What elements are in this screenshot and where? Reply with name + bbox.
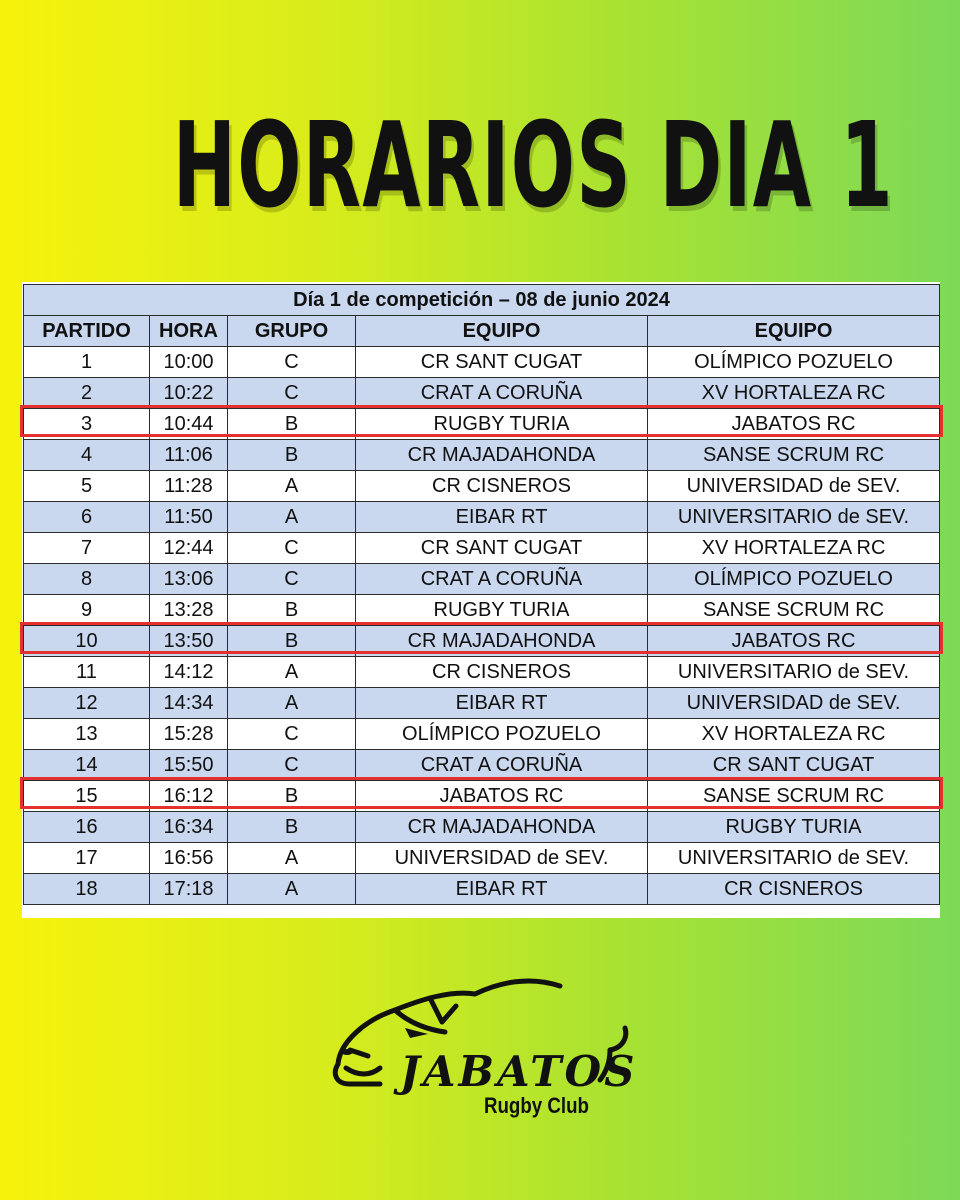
table-row xyxy=(24,440,940,471)
table-row xyxy=(24,657,940,688)
table-row xyxy=(24,409,940,440)
grupo-cell: B xyxy=(228,595,356,626)
partido-cell: 11 xyxy=(24,657,150,688)
grupo-cell: A xyxy=(228,657,356,688)
hora-cell: 10:22 xyxy=(150,378,228,409)
equipo-1-cell: UNIVERSIDAD de SEV. xyxy=(356,843,648,874)
schedule-sheet xyxy=(22,282,940,918)
equipo-1-cell: CR MAJADAHONDA xyxy=(356,440,648,471)
grupo-cell: C xyxy=(228,750,356,781)
equipo-2-cell: UNIVERSIDAD de SEV. xyxy=(648,688,940,719)
equipo-1-cell: CRAT A CORUÑA xyxy=(356,564,648,595)
header-hora: HORA xyxy=(150,316,228,347)
partido-cell: 17 xyxy=(24,843,150,874)
grupo-cell: C xyxy=(228,347,356,378)
equipo-1-cell: RUGBY TURIA xyxy=(356,409,648,440)
partido-cell: 8 xyxy=(24,564,150,595)
table-row xyxy=(24,378,940,409)
table-row xyxy=(24,781,940,812)
hora-cell: 11:06 xyxy=(150,440,228,471)
equipo-2-cell: JABATOS RC xyxy=(648,409,940,440)
grupo-cell: C xyxy=(228,564,356,595)
equipo-1-cell: OLÍMPICO POZUELO xyxy=(356,719,648,750)
partido-cell: 15 xyxy=(24,781,150,812)
partido-cell: 16 xyxy=(24,812,150,843)
partido-cell: 7 xyxy=(24,533,150,564)
hora-cell: 13:28 xyxy=(150,595,228,626)
equipo-2-cell: UNIVERSITARIO de SEV. xyxy=(648,843,940,874)
logo-name: JABATOS xyxy=(400,1047,638,1096)
grupo-cell: A xyxy=(228,874,356,905)
equipo-1-cell: CRAT A CORUÑA xyxy=(356,750,648,781)
hora-cell: 13:50 xyxy=(150,626,228,657)
partido-cell: 13 xyxy=(24,719,150,750)
equipo-2-cell: UNIVERSIDAD de SEV. xyxy=(648,471,940,502)
equipo-1-cell: CR SANT CUGAT xyxy=(356,347,648,378)
equipo-1-cell: RUGBY TURIA xyxy=(356,595,648,626)
partido-cell: 10 xyxy=(24,626,150,657)
hora-cell: 15:50 xyxy=(150,750,228,781)
equipo-2-cell: UNIVERSITARIO de SEV. xyxy=(648,657,940,688)
partido-cell: 9 xyxy=(24,595,150,626)
equipo-1-cell: CR CISNEROS xyxy=(356,471,648,502)
table-row xyxy=(24,347,940,378)
hora-cell: 13:06 xyxy=(150,564,228,595)
grupo-cell: C xyxy=(228,719,356,750)
equipo-2-cell: UNIVERSITARIO de SEV. xyxy=(648,502,940,533)
partido-cell: 2 xyxy=(24,378,150,409)
equipo-1-cell: CR MAJADAHONDA xyxy=(356,626,648,657)
hora-cell: 16:34 xyxy=(150,812,228,843)
partido-cell: 5 xyxy=(24,471,150,502)
hora-cell: 16:12 xyxy=(150,781,228,812)
equipo-2-cell: OLÍMPICO POZUELO xyxy=(648,347,940,378)
page-title: HORARIOS DIA 1 xyxy=(172,96,894,234)
table-caption: Día 1 de competición – 08 de junio 2024 xyxy=(24,285,940,316)
grupo-cell: B xyxy=(228,440,356,471)
table-row xyxy=(24,843,940,874)
equipo-1-cell: CR CISNEROS xyxy=(356,657,648,688)
partido-cell: 18 xyxy=(24,874,150,905)
table-row xyxy=(24,812,940,843)
equipo-1-cell: EIBAR RT xyxy=(356,502,648,533)
equipo-2-cell: SANSE SCRUM RC xyxy=(648,440,940,471)
table-row xyxy=(24,502,940,533)
header-partido: PARTIDO xyxy=(24,316,150,347)
logo-subtitle: Rugby Club xyxy=(484,1093,589,1118)
hora-cell: 11:28 xyxy=(150,471,228,502)
hora-cell: 12:44 xyxy=(150,533,228,564)
table-row xyxy=(24,874,940,905)
partido-cell: 6 xyxy=(24,502,150,533)
table-row xyxy=(24,471,940,502)
partido-cell: 3 xyxy=(24,409,150,440)
table-row xyxy=(24,564,940,595)
equipo-2-cell: CR SANT CUGAT xyxy=(648,750,940,781)
equipo-2-cell: SANSE SCRUM RC xyxy=(648,781,940,812)
grupo-cell: A xyxy=(228,471,356,502)
hora-cell: 14:34 xyxy=(150,688,228,719)
hora-cell: 16:56 xyxy=(150,843,228,874)
table-row xyxy=(24,626,940,657)
grupo-cell: C xyxy=(228,378,356,409)
partido-cell: 1 xyxy=(24,347,150,378)
equipo-1-cell: JABATOS RC xyxy=(356,781,648,812)
equipo-2-cell: RUGBY TURIA xyxy=(648,812,940,843)
hora-cell: 11:50 xyxy=(150,502,228,533)
equipo-2-cell: XV HORTALEZA RC xyxy=(648,719,940,750)
header-equipo-1: EQUIPO xyxy=(356,316,648,347)
hora-cell: 10:44 xyxy=(150,409,228,440)
equipo-2-cell: XV HORTALEZA RC xyxy=(648,378,940,409)
grupo-cell: C xyxy=(228,533,356,564)
table-row xyxy=(24,595,940,626)
equipo-1-cell: EIBAR RT xyxy=(356,874,648,905)
schedule-table xyxy=(23,284,940,905)
equipo-2-cell: SANSE SCRUM RC xyxy=(648,595,940,626)
partido-cell: 12 xyxy=(24,688,150,719)
hora-cell: 17:18 xyxy=(150,874,228,905)
equipo-2-cell: OLÍMPICO POZUELO xyxy=(648,564,940,595)
grupo-cell: B xyxy=(228,626,356,657)
table-row xyxy=(24,750,940,781)
equipo-2-cell: XV HORTALEZA RC xyxy=(648,533,940,564)
equipo-1-cell: CR MAJADAHONDA xyxy=(356,812,648,843)
grupo-cell: B xyxy=(228,812,356,843)
grupo-cell: B xyxy=(228,409,356,440)
table-row xyxy=(24,688,940,719)
header-equipo-2: EQUIPO xyxy=(648,316,940,347)
equipo-1-cell: CR SANT CUGAT xyxy=(356,533,648,564)
partido-cell: 14 xyxy=(24,750,150,781)
equipo-2-cell: JABATOS RC xyxy=(648,626,940,657)
table-row xyxy=(24,533,940,564)
grupo-cell: A xyxy=(228,843,356,874)
grupo-cell: B xyxy=(228,781,356,812)
table-header-row xyxy=(24,316,940,347)
header-grupo: GRUPO xyxy=(228,316,356,347)
equipo-1-cell: CRAT A CORUÑA xyxy=(356,378,648,409)
grupo-cell: A xyxy=(228,688,356,719)
hora-cell: 10:00 xyxy=(150,347,228,378)
table-row xyxy=(24,719,940,750)
equipo-1-cell: EIBAR RT xyxy=(356,688,648,719)
hora-cell: 15:28 xyxy=(150,719,228,750)
equipo-2-cell: CR CISNEROS xyxy=(648,874,940,905)
grupo-cell: A xyxy=(228,502,356,533)
partido-cell: 4 xyxy=(24,440,150,471)
hora-cell: 14:12 xyxy=(150,657,228,688)
